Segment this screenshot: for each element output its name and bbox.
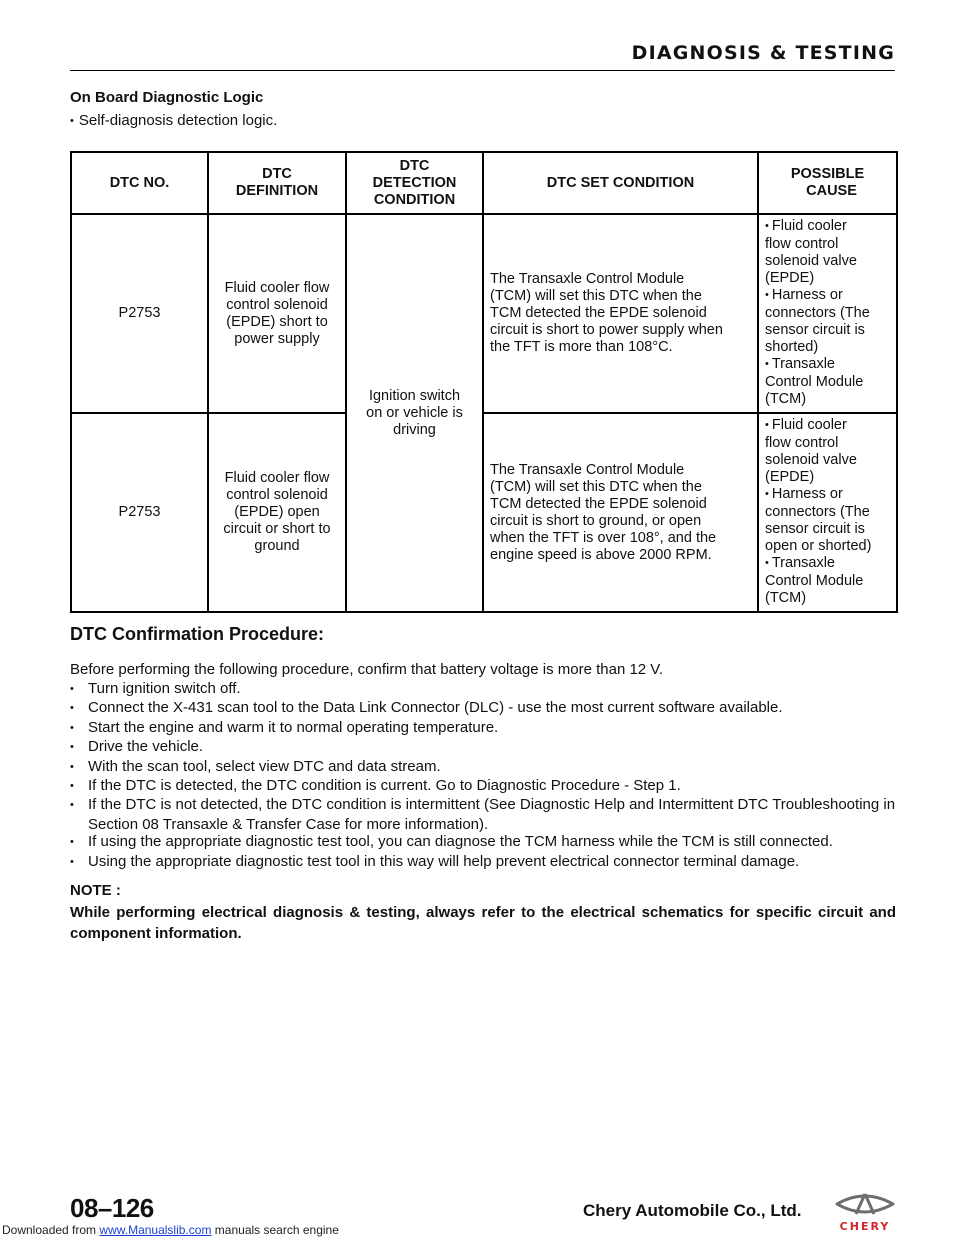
download-banner — [2, 1223, 339, 1237]
header-detection-condition: DTC DETECTION CONDITION — [346, 152, 483, 214]
dtc-code: P2753 — [71, 413, 208, 612]
list-item: • Connect the X-431 scan tool to the Data Link Connector (DLC) - use the most current software available. — [70, 699, 783, 717]
bullet-icon: • — [70, 760, 74, 773]
dtc-detection-condition: Ignition switch on or vehicle is driving — [346, 214, 483, 612]
list-item: • Drive the vehicle. — [70, 738, 204, 756]
bullet-icon: • — [70, 799, 74, 812]
section-header — [70, 38, 895, 71]
list-item: • Using the appropriate diagnostic test tool in this way will help prevent electrical connector terminal damage. — [70, 852, 800, 870]
manualslib-link[interactable]: www.Manualslib.com — [99, 1223, 212, 1237]
dtc-definition: Fluid cooler flow control solenoid (EPDE) short to power supply — [208, 214, 346, 413]
header-possible-cause: POSSIBLE CAUSE — [758, 152, 897, 214]
list-item: • If using the appropriate diagnostic test tool, you can diagnose the TCM harness while the TCM is still connected. — [70, 833, 833, 851]
banner-suffix: manuals search engine — [214, 1223, 339, 1237]
dtc-definition: Fluid cooler flow control solenoid (EPDE) open circuit or short to ground — [208, 413, 346, 612]
dtc-set-condition: The Transaxle Control Module (TCM) will set this DTC when the TCM detected the EPDE solenoid circuit is short to ground, or open when the TFT is over 108°, and the engine speed is above 2000 RPM. — [483, 413, 758, 612]
list-item: • With the scan tool, select view DTC and data stream. — [70, 757, 441, 775]
cause-item: • Fluid cooler flow control solenoid valve (EPDE) — [765, 417, 857, 485]
bullet-icon: • — [70, 683, 74, 695]
table-row — [71, 214, 897, 413]
cause-item: • Fluid cooler flow control solenoid valve (EPDE) — [765, 218, 857, 286]
obd-bullet — [70, 112, 277, 129]
table-row — [71, 413, 897, 612]
bullet-icon: • — [70, 836, 74, 849]
list-item: • Turn ignition switch off. — [70, 680, 241, 697]
note-body: While performing electrical diagnosis & testing, always refer to the electrical schematics for specific circuit and component information. — [70, 904, 896, 942]
bullet-icon: • — [70, 115, 74, 127]
logo-text: CHERY — [839, 1220, 891, 1232]
section-title: DIAGNOSIS & TESTING — [631, 42, 895, 64]
header-dtc-no: DTC NO. — [71, 152, 208, 214]
bullet-icon: • — [765, 557, 769, 569]
bullet-icon: • — [70, 780, 74, 793]
cause-item: • Transaxle Control Module (TCM) — [765, 555, 864, 606]
bullet-icon: • — [70, 741, 74, 754]
company-name: Chery Automobile Co., Ltd. — [583, 1201, 802, 1220]
confirmation-steps — [70, 680, 896, 872]
bullet-icon: • — [70, 721, 74, 734]
bullet-icon: • — [765, 358, 769, 370]
note-title: NOTE : — [70, 882, 121, 899]
dtc-set-condition: The Transaxle Control Module (TCM) will set this DTC when the TCM detected the EPDE solenoid circuit is short to power supply when the TFT is more than 108°C. — [483, 214, 758, 413]
dtc-possible-cause — [758, 214, 897, 413]
cause-item: • Harness or connectors (The sensor circuit is open or shorted) — [765, 486, 872, 554]
table-header-row — [71, 152, 897, 214]
cause-item: • Harness or connectors (The sensor circuit is shorted) — [765, 287, 870, 355]
confirmation-intro: Before performing the following procedure, confirm that battery voltage is more than 12 V. — [70, 661, 664, 678]
bullet-icon: • — [765, 419, 769, 431]
list-item: • If the DTC is detected, the DTC condition is current. Go to Diagnostic Procedure - Step 1. — [70, 777, 681, 795]
banner-prefix: Downloaded from — [2, 1223, 97, 1237]
bullet-icon: • — [765, 220, 769, 232]
obd-bullet-text: Self-diagnosis detection logic. — [78, 112, 278, 129]
dtc-code: P2753 — [71, 214, 208, 413]
header-definition: DTC DEFINITION — [208, 152, 346, 214]
confirmation-title: DTC Confirmation Procedure: — [70, 624, 325, 644]
header-set-condition: DTC SET CONDITION — [483, 152, 758, 214]
bullet-icon: • — [765, 289, 769, 301]
list-item: • Start the engine and warm it to normal operating temperature. — [70, 718, 499, 736]
dtc-table — [70, 151, 898, 613]
page-number: 08–126 — [70, 1193, 154, 1223]
dtc-possible-cause — [758, 413, 897, 612]
bullet-icon: • — [70, 855, 74, 868]
obd-title: On Board Diagnostic Logic — [70, 89, 264, 106]
bullet-icon: • — [765, 488, 769, 500]
list-item: • If the DTC is not detected, the DTC condition is intermittent (See Diagnostic Help and Intermittent DTC Troubleshooting in Section 08 Transaxle & Transfer Case for more information). — [70, 796, 896, 833]
cause-item: • Transaxle Control Module (TCM) — [765, 356, 864, 407]
chery-logo-icon — [833, 1190, 897, 1232]
bullet-icon: • — [70, 702, 74, 715]
